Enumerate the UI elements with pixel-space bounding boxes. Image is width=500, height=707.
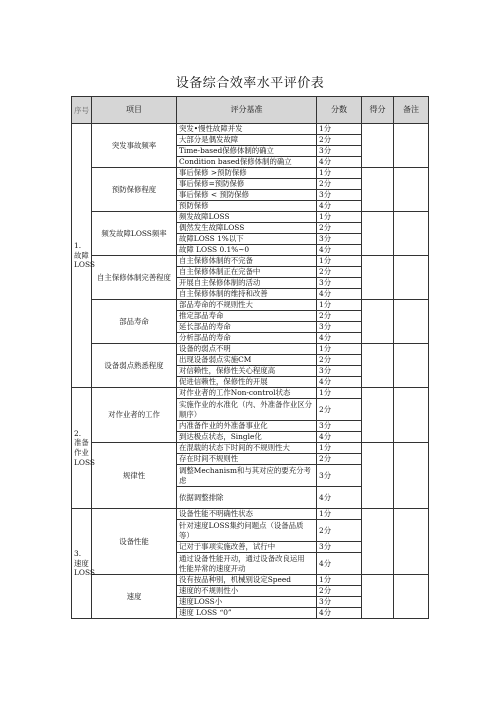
points-cell: 4分 (317, 432, 362, 443)
criteria-cell: 故障 LOSS 0.1%~0 (177, 245, 317, 256)
points-cell: 1分 (317, 124, 362, 135)
criteria-cell: Condition based保修体制的确立 (177, 157, 317, 168)
criteria-cell: 记对于事项实施改善，试行中 (177, 542, 317, 553)
score-cell[interactable] (362, 168, 394, 212)
header-score: 得分 (362, 97, 394, 124)
table-row (72, 124, 429, 135)
criteria-cell: 事后保修=预防保修 (177, 179, 317, 190)
table-row (72, 575, 429, 586)
criteria-cell: 自主保修体制的维持和改善 (177, 289, 317, 300)
points-cell: 1分 (317, 388, 362, 399)
criteria-cell: 开展自主保修体制的活动 (177, 278, 317, 289)
criteria-cell: Time-based保修体制的确立 (177, 146, 317, 157)
points-cell: 3分 (317, 597, 362, 608)
criteria-cell: 没有按品种别，机械别设定Speed (177, 575, 317, 586)
criteria-cell: 自主保修体制正在完备中 (177, 267, 317, 278)
points-cell: 4分 (317, 487, 362, 509)
points-cell: 3分 (317, 322, 362, 333)
points-cell: 2分 (317, 311, 362, 322)
header-criteria: 评分基准 (177, 97, 317, 124)
points-cell: 4分 (317, 553, 362, 575)
criteria-cell: 设备的弱点不明 (177, 344, 317, 355)
remarks-cell[interactable] (394, 300, 429, 344)
points-cell: 1分 (317, 575, 362, 586)
table-row (72, 300, 429, 311)
remarks-cell[interactable] (394, 575, 429, 619)
points-cell: 1分 (317, 212, 362, 223)
points-cell: 1分 (317, 509, 362, 520)
points-cell: 3分 (317, 465, 362, 487)
section-name: 准备作业LOSS (74, 438, 95, 467)
points-cell: 2分 (317, 223, 362, 234)
criteria-cell: 促进信赖性，保修性的开展 (177, 377, 317, 388)
section-number: 1. (74, 241, 82, 251)
criteria-cell: 自主保修体制的不完备 (177, 256, 317, 267)
item-cell: 预防保修程度 (92, 168, 177, 212)
table-row (72, 344, 429, 355)
criteria-cell: 延长部品的寿命 (177, 322, 317, 333)
score-cell[interactable] (362, 575, 394, 619)
points-cell: 1分 (317, 168, 362, 179)
points-cell: 3分 (317, 421, 362, 432)
points-cell: 1分 (317, 443, 362, 454)
points-cell: 3分 (317, 542, 362, 553)
score-cell[interactable] (362, 124, 394, 168)
points-cell: 1分 (317, 256, 362, 267)
points-cell: 3分 (317, 190, 362, 201)
points-cell: 4分 (317, 157, 362, 168)
score-cell[interactable] (362, 344, 394, 388)
points-cell: 4分 (317, 333, 362, 344)
section-name: 速度LOSS (74, 558, 95, 578)
criteria-cell: 速度LOSS小 (177, 597, 317, 608)
points-cell: 3分 (317, 366, 362, 377)
points-cell: 2分 (317, 267, 362, 278)
remarks-cell[interactable] (394, 256, 429, 300)
section-cell (72, 388, 95, 509)
points-cell: 4分 (317, 289, 362, 300)
criteria-cell: 实施作业的水准化（内、外准备作业区分顺序） (177, 399, 317, 421)
table-row (72, 168, 429, 179)
points-cell: 3分 (317, 278, 362, 289)
item-cell: 设备性能 (92, 509, 177, 575)
section-name: 故障LOSS (74, 250, 95, 270)
criteria-cell: 存在时间不规则性 (177, 454, 317, 465)
score-cell[interactable] (362, 212, 394, 256)
header-points: 分数 (317, 97, 362, 124)
remarks-cell[interactable] (394, 509, 429, 575)
points-cell: 2分 (317, 520, 362, 542)
section-number: 2. (74, 428, 82, 438)
criteria-cell: 分析部品的寿命 (177, 333, 317, 344)
remarks-cell[interactable] (394, 168, 429, 212)
points-cell: 2分 (317, 179, 362, 190)
section-cell (72, 124, 95, 388)
item-cell: 自主保修体制完善程度 (92, 256, 177, 300)
points-cell: 4分 (317, 608, 362, 619)
criteria-cell: 对作业者的工作Non-control状态 (177, 388, 317, 399)
header-remarks: 备注 (394, 97, 429, 124)
criteria-cell: 到达极点状态，Single化 (177, 432, 317, 443)
points-cell: 4分 (317, 201, 362, 212)
criteria-cell: 预防保修 (177, 201, 317, 212)
criteria-cell: 调整Mechanism和与其对应的要充分考虑 (177, 465, 317, 487)
criteria-cell: 推定部品寿命 (177, 311, 317, 322)
criteria-cell: 通过设备性能开动，通过设备改良运用 性能异常的速度开动 (177, 553, 317, 575)
points-cell: 2分 (317, 454, 362, 465)
criteria-cell: 针对速度LOSS集约问题点（设备品质等） (177, 520, 317, 542)
criteria-cell: 事后保修 < 预防保修 (177, 190, 317, 201)
table-row (72, 388, 429, 399)
points-cell: 4分 (317, 377, 362, 388)
score-cell[interactable] (362, 300, 394, 344)
table-row (72, 509, 429, 520)
points-cell: 2分 (317, 399, 362, 421)
table-row (72, 212, 429, 223)
points-cell: 3分 (317, 146, 362, 157)
criteria-cell: 频发故障LOSS (177, 212, 317, 223)
table-row (72, 256, 429, 267)
criteria-cell: 设备性能不明确性状态 (177, 509, 317, 520)
remarks-cell[interactable] (394, 443, 429, 509)
criteria-cell: 故障LOSS 1%以下 (177, 234, 317, 245)
header-row (72, 97, 429, 124)
criteria-cell: 部品寿命的不规则性大 (177, 300, 317, 311)
criteria-cell: 依据调整排除 (177, 487, 317, 509)
remarks-cell[interactable] (394, 212, 429, 256)
criteria-cell: 事后保修 >预防保修 (177, 168, 317, 179)
evaluation-table (71, 96, 429, 619)
criteria-cell: 速度的不规则性小 (177, 586, 317, 597)
item-cell: 设备弱点熟悉程度 (92, 344, 177, 388)
points-cell: 2分 (317, 135, 362, 146)
item-cell: 部品寿命 (92, 300, 177, 344)
table-row (72, 443, 429, 454)
item-cell: 规律性 (92, 443, 177, 509)
points-cell: 2分 (317, 355, 362, 366)
criteria-cell: 速度 LOSS “0” (177, 608, 317, 619)
points-cell: 2分 (317, 586, 362, 597)
points-cell: 1分 (317, 300, 362, 311)
criteria-cell: 偶然发生故障LOSS (177, 223, 317, 234)
criteria-cell: 突发•慢性故障并发 (177, 124, 317, 135)
points-cell: 1分 (317, 344, 362, 355)
header-item: 项目 (92, 97, 177, 124)
points-cell: 4分 (317, 245, 362, 256)
points-cell: 3分 (317, 234, 362, 245)
criteria-cell: 对信赖性，保修性关心程度高 (177, 366, 317, 377)
remarks-cell[interactable] (394, 124, 429, 168)
item-cell: 突发事故频率 (92, 124, 177, 168)
item-cell: 速度 (92, 575, 177, 619)
section-cell (72, 509, 95, 619)
page-title: 设备综合效率水平评价表 (175, 76, 325, 91)
score-cell[interactable] (362, 388, 394, 443)
criteria-cell: 内准备作业的外准备事业化 (177, 421, 317, 432)
item-cell: 对作业者的工作 (92, 388, 177, 443)
item-cell: 频发故障LOSS频率 (92, 212, 177, 256)
remarks-cell[interactable] (394, 344, 429, 388)
criteria-cell: 出现设备弱点实施CM (177, 355, 317, 366)
score-cell[interactable] (362, 256, 394, 300)
score-cell[interactable] (362, 509, 394, 575)
section-number: 3. (74, 549, 82, 559)
criteria-cell: 在混载的状态下时间的不规则性大 (177, 443, 317, 454)
criteria-cell: 大部分是偶发故障 (177, 135, 317, 146)
header-seq: 序号 (72, 97, 92, 124)
score-cell[interactable] (362, 443, 394, 509)
remarks-cell[interactable] (394, 388, 429, 443)
